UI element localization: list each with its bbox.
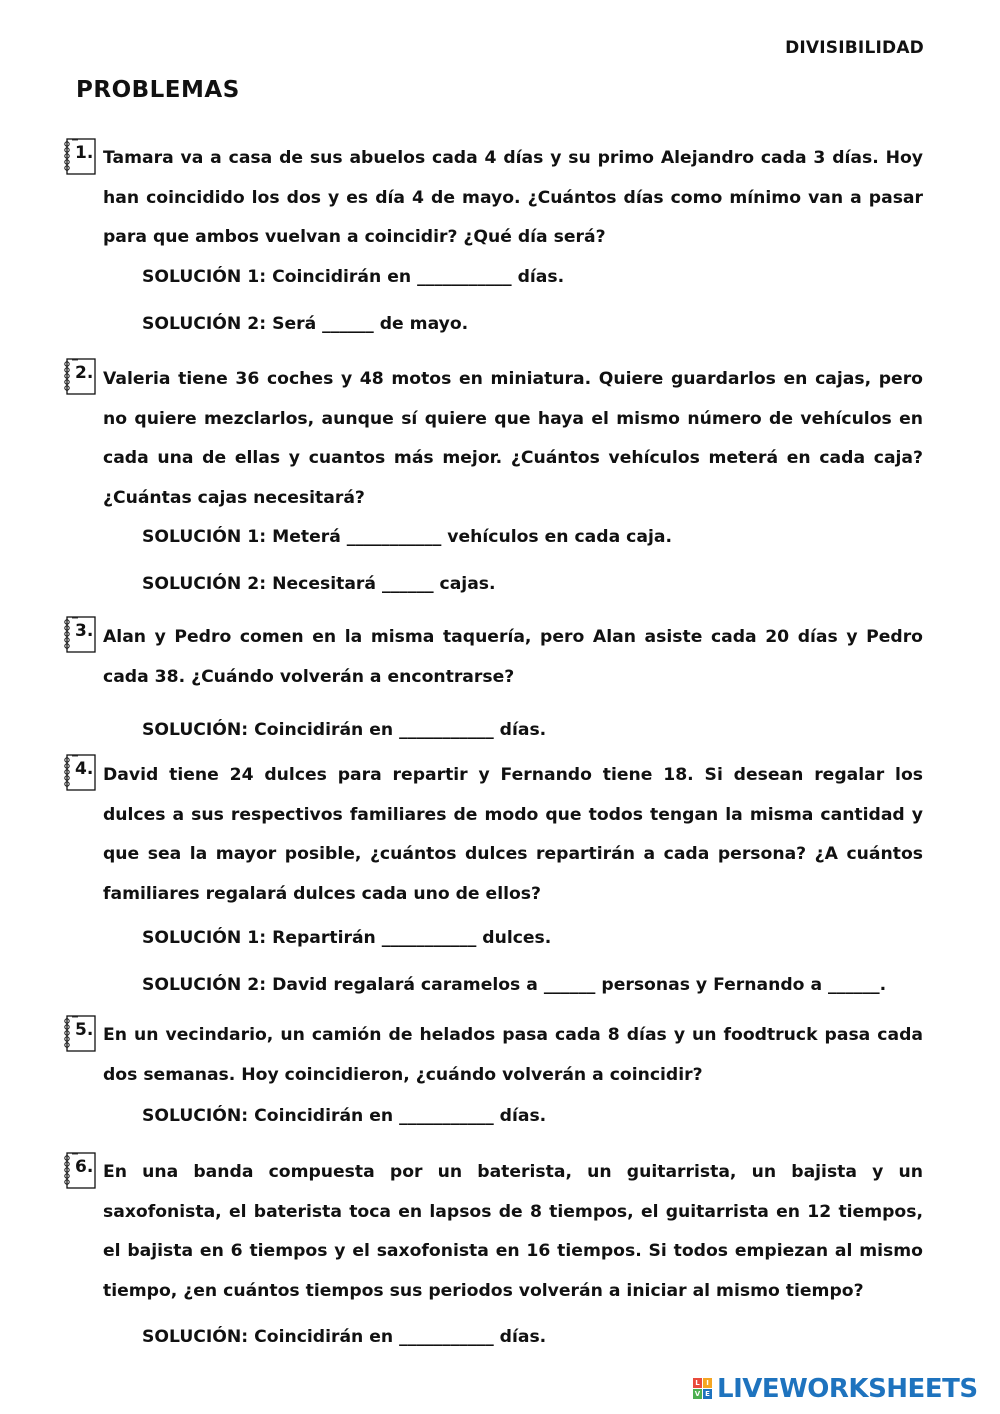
notebook-icon <box>62 1152 96 1188</box>
problem-text: Tamara va a casa de sus abuelos cada 4 días y su primo Alejandro cada 3 días. Hoy han coincidido los dos y es día 4 de mayo. ¿Cuántos días como mínimo van a pasar para que ambos vuelvan a coincidir? ¿Qué día será? <box>103 148 923 247</box>
problem-text: David tiene 24 dulces para repartir y Fernando tiene 18. Si desean regalar los dulces a sus respectivos familiares de modo que todos tengan la misma cantidad y que sea la mayor posible, ¿cuántos dulces repartirán a cada persona? ¿A cuántos familiares regalará dulces cada uno de ellos? <box>103 765 923 904</box>
solution-line[interactable]: SOLUCIÓN 2: Será ______ de mayo. <box>142 314 469 334</box>
problem-number: 4. <box>75 759 94 779</box>
notebook-icon <box>62 616 96 652</box>
notebook-icon <box>62 754 96 790</box>
solution-line[interactable]: SOLUCIÓN: Coincidirán en ___________ días. <box>142 1327 547 1347</box>
notebook-icon <box>62 1015 96 1051</box>
logo-grid-icon <box>693 1378 713 1400</box>
problem-number: 2. <box>75 363 94 383</box>
problem-text: Valeria tiene 36 coches y 48 motos en miniatura. Quiere guardarlos en cajas, pero no quiere mezclarlos, aunque sí quiere que haya el mismo número de vehículos en cada una de ellas y cuantos más mejor. ¿Cuántos vehículos meterá en cada caja? ¿Cuántas cajas necesitará? <box>103 369 923 508</box>
problem-number: 1. <box>75 143 94 163</box>
solution-line[interactable]: SOLUCIÓN 2: Necesitará ______ cajas. <box>142 574 496 594</box>
logo-letter: E <box>703 1389 712 1399</box>
solution-line[interactable]: SOLUCIÓN: Coincidirán en ___________ días. <box>142 1106 547 1126</box>
solution-line[interactable]: SOLUCIÓN 1: Meterá ___________ vehículos en cada caja. <box>142 527 672 547</box>
solution-line[interactable]: SOLUCIÓN 1: Coincidirán en ___________ días. <box>142 267 565 287</box>
worksheet-topic: DIVISIBILIDAD <box>785 38 924 58</box>
solution-line[interactable]: SOLUCIÓN: Coincidirán en ___________ días. <box>142 720 547 740</box>
solution-line[interactable]: SOLUCIÓN 2: David regalará caramelos a ______ personas y Fernando a ______. <box>142 975 887 995</box>
page-title: PROBLEMAS <box>76 77 240 103</box>
logo-letter: I <box>703 1378 712 1388</box>
problem-number: 5. <box>75 1020 94 1040</box>
problem-text: Alan y Pedro comen en la misma taquería, pero Alan asiste cada 20 días y Pedro cada 38. ¿Cuándo volverán a encontrarse? <box>103 627 923 687</box>
logo-letter: V <box>694 1390 701 1398</box>
problem-text: En una banda compuesta por un baterista, un guitarrista, un bajista y un saxofonista, el baterista toca en lapsos de 8 tiempos, el guitarrista en 12 tiempos, el bajista en 6 tiempos y el saxofonista en 16 tiempos. Si todos empiezan al mismo tiempo, ¿en cuántos tiempos sus periodos volverán a iniciar al mismo tiempo? <box>103 1162 923 1301</box>
logo-letter: L <box>693 1378 702 1388</box>
notebook-icon <box>62 358 96 394</box>
liveworksheets-logo[interactable] <box>693 1376 993 1404</box>
logo-text: LIVEWORKSHEETS <box>717 1374 978 1404</box>
problem-number: 6. <box>75 1157 94 1177</box>
problem-text: En un vecindario, un camión de helados pasa cada 8 días y un foodtruck pasa cada dos semanas. Hoy coincidieron, ¿cuándo volverán a coincidir? <box>103 1025 923 1085</box>
solution-line[interactable]: SOLUCIÓN 1: Repartirán ___________ dulces. <box>142 928 552 948</box>
notebook-icon <box>62 138 96 174</box>
problem-number: 3. <box>75 621 94 641</box>
